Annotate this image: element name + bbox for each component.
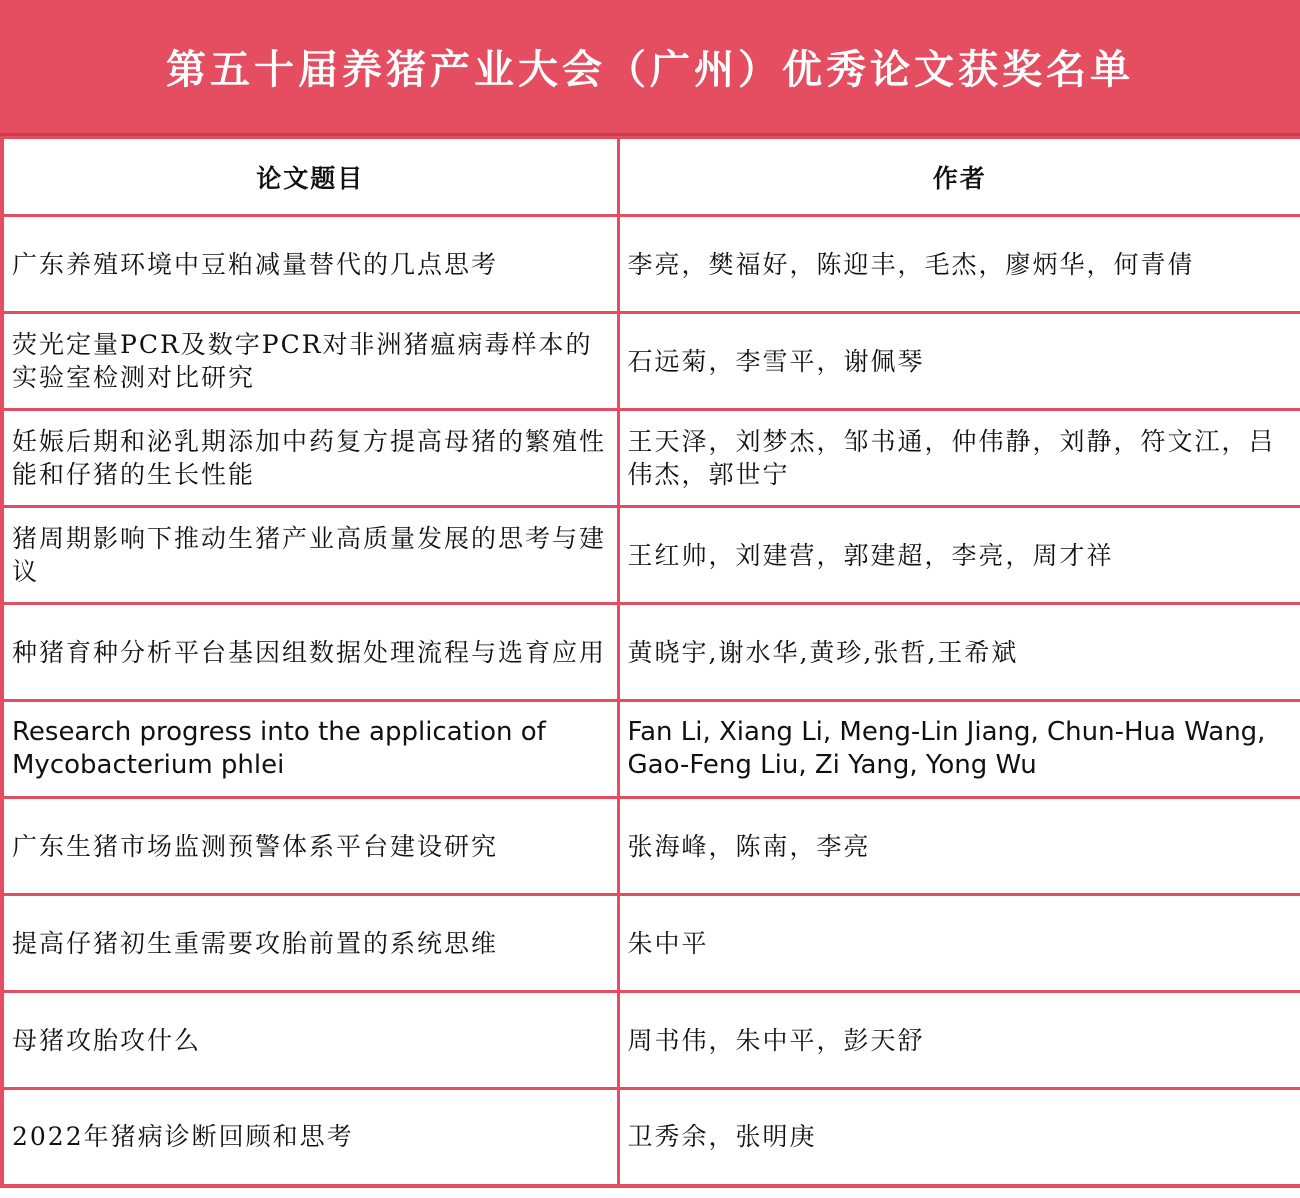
paper-title-cell: 2022年猪病诊断回顾和思考 xyxy=(2,1089,618,1186)
authors-cell: 王天泽，刘梦杰，邹书通，仲伟静，刘静，符文江，吕伟杰，郭世宁 xyxy=(618,410,1300,507)
paper-title-cell: 种猪育种分析平台基因组数据处理流程与选育应用 xyxy=(2,604,618,701)
authors-cell: Fan Li, Xiang Li, Meng-Lin Jiang, Chun-Hua Wang, Gao-Feng Liu, Zi Yang, Yong Wu xyxy=(618,701,1300,798)
table-row xyxy=(2,410,1300,507)
table-row xyxy=(2,895,1300,992)
authors-cell: 石远菊，李雪平，谢佩琴 xyxy=(618,313,1300,410)
paper-title-cell: 猪周期影响下推动生猪产业高质量发展的思考与建议 xyxy=(2,507,618,604)
title-banner xyxy=(0,0,1300,136)
table-row xyxy=(2,604,1300,701)
column-header-paper-title: 论文题目 xyxy=(2,138,618,216)
paper-title-cell: Research progress into the application of Mycobacterium phlei xyxy=(2,701,618,798)
table-row xyxy=(2,701,1300,798)
table-row xyxy=(2,216,1300,313)
authors-cell: 李亮，樊福好，陈迎丰，毛杰，廖炳华，何青倩 xyxy=(618,216,1300,313)
table-row xyxy=(2,798,1300,895)
table-header-row xyxy=(2,138,1300,216)
paper-title-cell: 广东养殖环境中豆粕减量替代的几点思考 xyxy=(2,216,618,313)
table-row xyxy=(2,313,1300,410)
authors-cell: 黄晓宇,谢水华,黄珍,张哲,王希斌 xyxy=(618,604,1300,701)
authors-cell: 卫秀余，张明庚 xyxy=(618,1089,1300,1186)
paper-title-cell: 母猪攻胎攻什么 xyxy=(2,992,618,1089)
paper-title-cell: 妊娠后期和泌乳期添加中药复方提高母猪的繁殖性能和仔猪的生长性能 xyxy=(2,410,618,507)
award-table xyxy=(0,136,1300,1188)
authors-cell: 周书伟，朱中平，彭天舒 xyxy=(618,992,1300,1089)
paper-title-cell: 广东生猪市场监测预警体系平台建设研究 xyxy=(2,798,618,895)
authors-cell: 王红帅，刘建营，郭建超，李亮，周才祥 xyxy=(618,507,1300,604)
paper-title-cell: 荧光定量PCR及数字PCR对非洲猪瘟病毒样本的实验室检测对比研究 xyxy=(2,313,618,410)
authors-cell: 张海峰，陈南，李亮 xyxy=(618,798,1300,895)
paper-title-cell: 提高仔猪初生重需要攻胎前置的系统思维 xyxy=(2,895,618,992)
table-row xyxy=(2,1089,1300,1186)
authors-cell: 朱中平 xyxy=(618,895,1300,992)
page-title: 第五十届养猪产业大会（广州）优秀论文获奖名单 xyxy=(166,46,1134,93)
table-row xyxy=(2,992,1300,1089)
column-header-authors: 作者 xyxy=(618,138,1300,216)
table-row xyxy=(2,507,1300,604)
